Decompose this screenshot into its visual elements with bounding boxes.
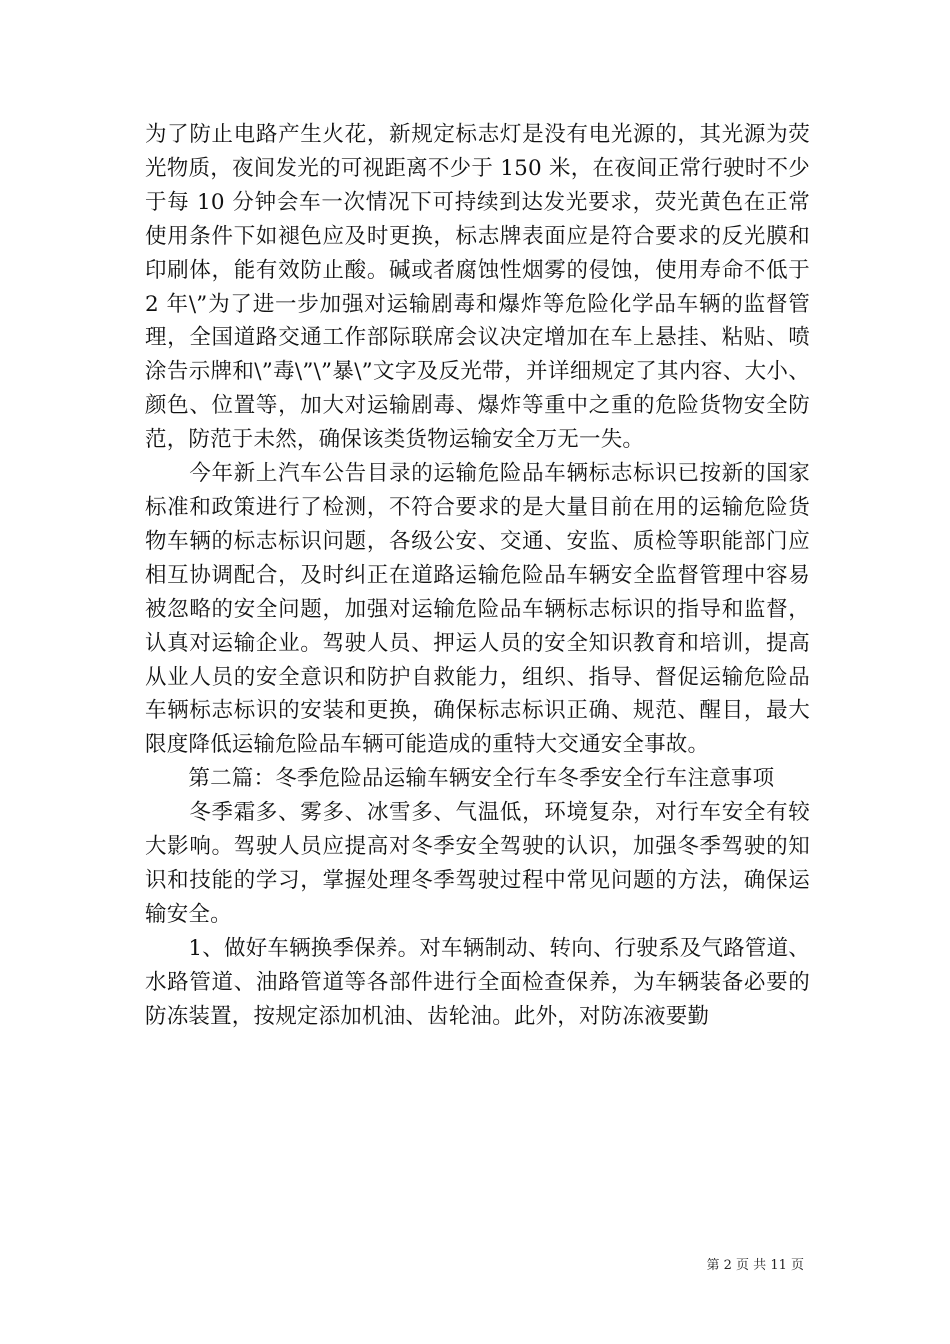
paragraph-2: 今年新上汽车公告目录的运输危险品车辆标志标识已按新的国家标准和政策进行了检测，不符合要求的是大量目前在用的运输危险货物车辆的标志标识问题，各级公安、交通、安监、质检等职能部门应相互协调配合，及时纠正在道路运输危险品车辆安全监督管理中容易被忽略的安全问题，加强对运输危险品车辆标志标识的指导和监督，认真对运输企业。驾驶人员、押运人员的安全知识教育和培训，提高从业人员的安全意识和防护自救能力，组织、指导、督促运输危险品车辆标志标识的安装和更换，确保标志标识正确、规范、醒目，最大限度降低运输危险品车辆可能造成的重特大交通安全事故。 [145, 461, 810, 758]
document-body [145, 118, 818, 1033]
paragraph-3: 冬季霜多、雾多、冰雪多、气温低，环境复杂，对行车安全有较大影响。驾驶人员应提高对冬季安全驾驶的认识，加强冬季驾驶的知识和技能的学习，掌握处理冬季驾驶过程中常见问题的方法，确保运输安全。 [145, 800, 810, 927]
page-number-footer: 第 2 页 共 11 页 [706, 1258, 804, 1273]
paragraph-1: 为了防止电路产生火花，新规定标志灯是没有电光源的，其光源为荧光物质，夜间发光的可视距离不少于 150 米，在夜间正常行驶时不少于每 10 分钟会车一次情况下可持续到达发光要求，荧光黄色在正常使用条件下如褪色应及时更换，标志牌表面应是符合要求的反光膜和印刷体，能有效防止酸。碱或者腐蚀性烟雾的侵蚀，使用寿命不低于 2 年\”为了进一步加强对运输剧毒和爆炸等危险化学品车辆的监督管理，全国道路交通工作部际联席会议决定增加在车上悬挂、粘贴、喷涂告示牌和\”毒\”\”暴\”文字及反光带，并详细规定了其内容、大小、颜色、位置等，加大对运输剧毒、爆炸等重中之重的危险货物安全防范，防范于未然，确保该类货物运输安全万无一失。 [145, 122, 818, 453]
section-heading: 第二篇：冬季危险品运输车辆安全行车冬季安全行车注意事项 [145, 766, 775, 792]
paragraph-4: 1、做好车辆换季保养。对车辆制动、转向、行驶系及气路管道、水路管道、油路管道等各部件进行全面检查保养，为车辆装备必要的防冻装置，按规定添加机油、齿轮油。此外，对防冻液要勤 [145, 935, 810, 1029]
